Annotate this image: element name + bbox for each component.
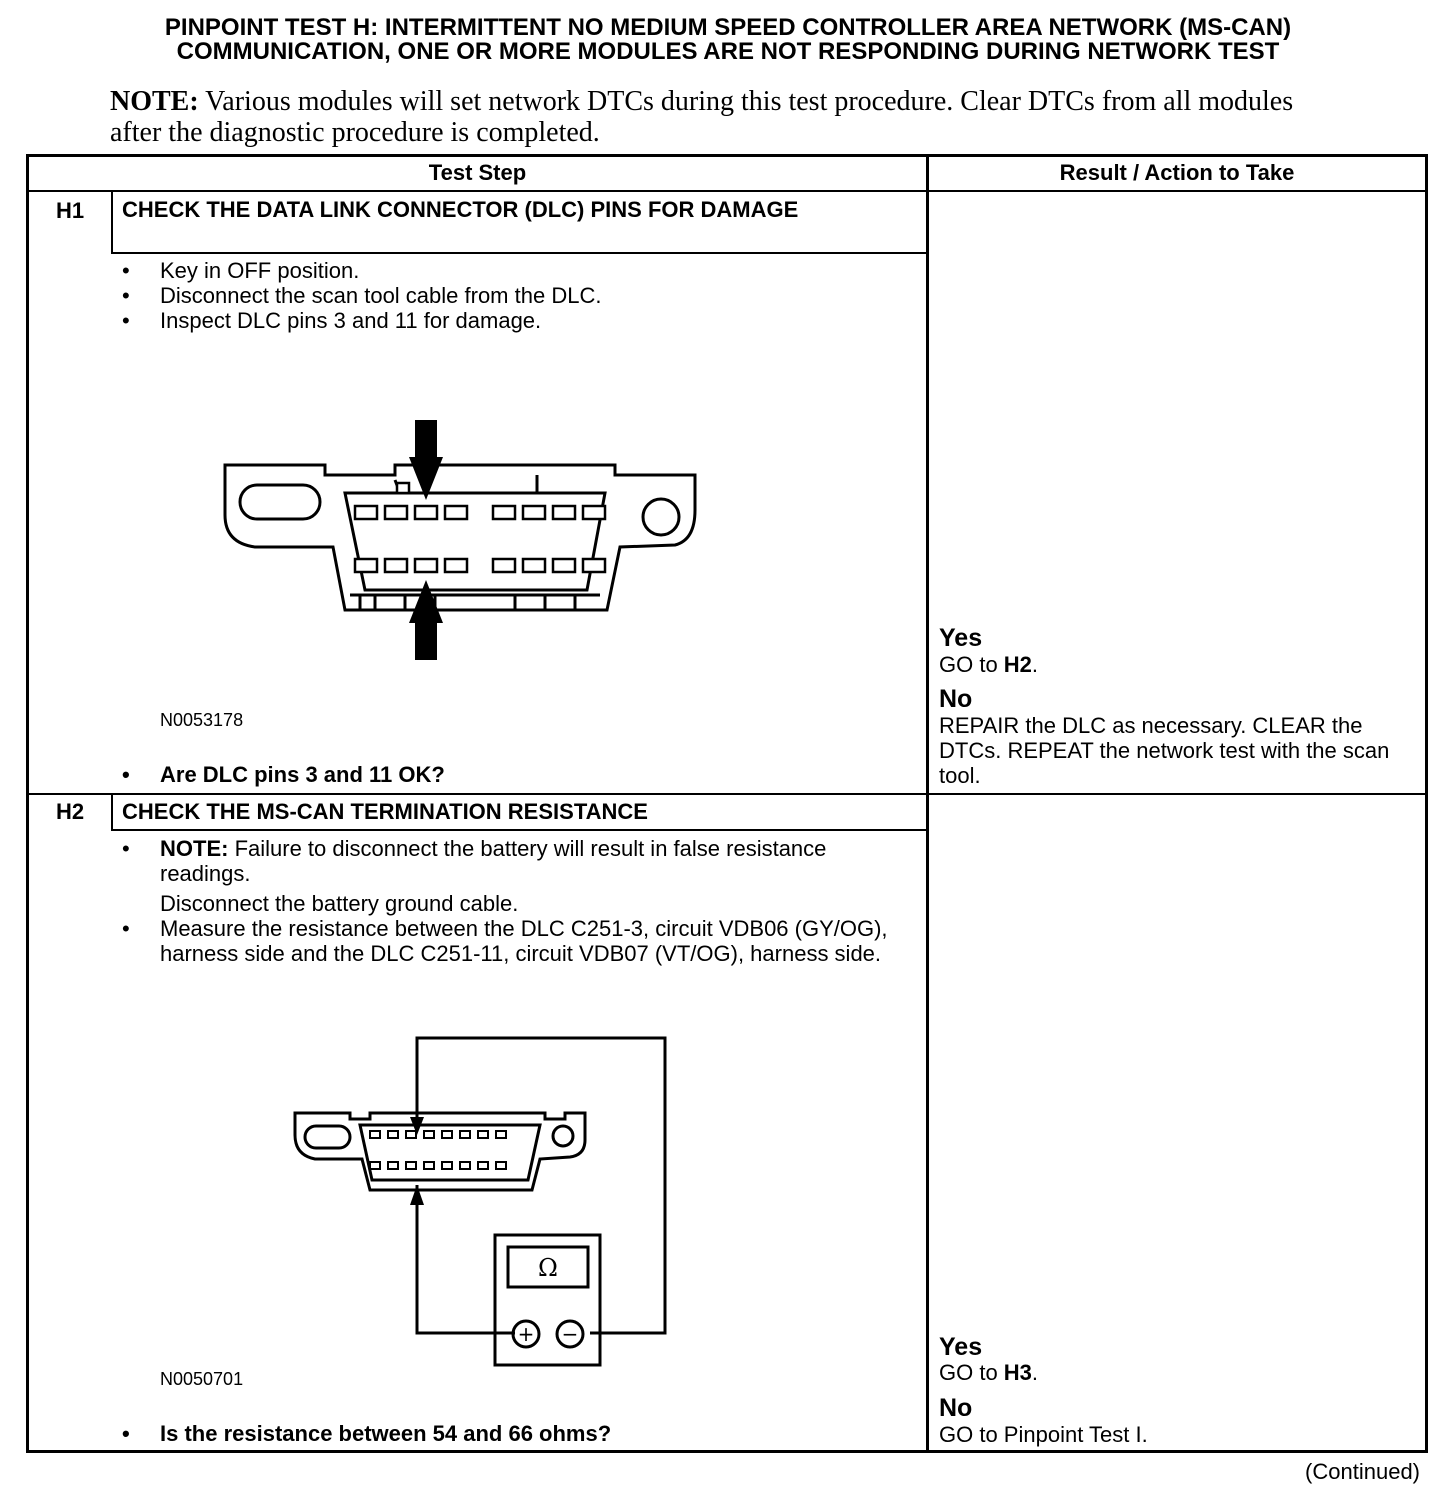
h1-no-action: REPAIR the DLC as necessary. CLEAR the DTCs. REPEAT the network test with the scan tool.: [939, 713, 1390, 788]
continued-label: (Continued): [1305, 1459, 1420, 1484]
h2-bullet-1: [122, 836, 860, 886]
plus-symbol: +: [517, 1322, 535, 1346]
figure-id-h2: N0050701: [160, 1369, 244, 1389]
h1-yes-post: .: [1031, 652, 1039, 677]
h1-yes-action: [939, 652, 1419, 677]
ohmmeter-figure: [290, 1035, 670, 1370]
step-id-h2: H2: [55, 799, 85, 824]
arrow-up-icon: [409, 580, 443, 660]
h2-yes-post: .: [1031, 1360, 1039, 1385]
h1-yes-label: Yes: [939, 624, 983, 652]
title-line-2: COMMUNICATION, ONE OR MORE MODULES ARE NOT RESPONDING DURING NETWORK TEST: [176, 38, 1280, 65]
h2-bullet-2-text: Measure the resistance between the DLC C251-3, circuit VDB06 (GY/OG), harness side and the DLC C251-11, circuit VDB07 (VT/OG), harness side.: [160, 916, 888, 966]
step-title-h1: CHECK THE DATA LINK CONNECTOR (DLC) PINS FOR DAMAGE: [122, 197, 799, 222]
h2-title-divider: [111, 829, 927, 831]
h2-yes-action: [939, 1360, 1419, 1385]
h2-no-action: GO to Pinpoint Test I.: [939, 1422, 1148, 1447]
probe-arrow-up-icon: [410, 1185, 424, 1205]
bullet-icon: •: [122, 916, 130, 941]
h1-bullet-2: [122, 283, 602, 308]
h2-note-label: NOTE:: [160, 836, 229, 861]
note-text: Various modules will set network DTCs during this test procedure. Clear DTCs from all modules after the diagnostic procedure is completed.: [110, 86, 1294, 148]
note-label: NOTE:: [110, 86, 199, 117]
column-divider: [926, 154, 929, 1453]
bullet-icon: •: [122, 836, 130, 861]
page-title: [0, 16, 1456, 64]
step-row-divider: [26, 793, 1428, 795]
h1-yes-text: GO to: [939, 652, 1004, 677]
h1-id-divider: [111, 191, 113, 253]
figure-id-h1: N0053178: [160, 710, 244, 730]
bullet-icon: •: [122, 283, 130, 308]
h1-title-divider: [111, 252, 927, 254]
minus-symbol: −: [561, 1322, 579, 1346]
bullet-icon: •: [122, 762, 130, 787]
header-test-step: Test Step: [428, 160, 527, 185]
bullet-icon: •: [122, 258, 130, 283]
h2-bullet-2: [122, 916, 900, 966]
h2-note-text: Failure to disconnect the battery will result in false resistance readings.: [160, 836, 827, 886]
step-title-h2: CHECK THE MS-CAN TERMINATION RESISTANCE: [122, 799, 648, 824]
h1-no-label: No: [939, 685, 973, 713]
h1-bullet-2-text: Disconnect the scan tool cable from the DLC.: [160, 283, 602, 308]
h1-bullet-3: [122, 308, 542, 333]
bullet-icon: •: [122, 308, 130, 333]
header-divider: [26, 190, 1428, 192]
h2-no-label: No: [939, 1394, 973, 1422]
title-line-1: PINPOINT TEST H: INTERMITTENT NO MEDIUM SPEED CONTROLLER AREA NETWORK (MS-CAN): [164, 14, 1292, 41]
h2-yes-ref: H3: [1003, 1360, 1032, 1385]
dlc-connector-figure: [215, 415, 705, 665]
h1-question: [122, 762, 445, 787]
h2-yes-label: Yes: [939, 1333, 983, 1361]
h1-yes-ref: H2: [1003, 652, 1032, 677]
arrow-down-icon: [409, 420, 443, 500]
h1-bullet-3-text: Inspect DLC pins 3 and 11 for damage.: [160, 308, 542, 333]
table-border-right: [1425, 154, 1428, 1453]
h1-bullet-1: [122, 258, 360, 283]
intro-note: [110, 86, 1330, 148]
h2-note-continuation: Disconnect the battery ground cable.: [160, 891, 519, 916]
bullet-icon: •: [122, 1421, 130, 1446]
header-result: Result / Action to Take: [1059, 160, 1295, 185]
h2-yes-text: GO to: [939, 1360, 1004, 1385]
step-id-h1: H1: [55, 198, 85, 223]
h1-question-text: Are DLC pins 3 and 11 OK?: [160, 762, 445, 787]
h2-question: [122, 1421, 612, 1446]
h2-question-text: Is the resistance between 54 and 66 ohms?: [160, 1421, 612, 1446]
h1-bullet-1-text: Key in OFF position.: [160, 258, 360, 283]
ohm-symbol: Ω: [538, 1254, 558, 1282]
table-border-top: [26, 154, 1428, 157]
table-border-bottom: [26, 1450, 1428, 1453]
h2-id-divider: [111, 794, 113, 830]
